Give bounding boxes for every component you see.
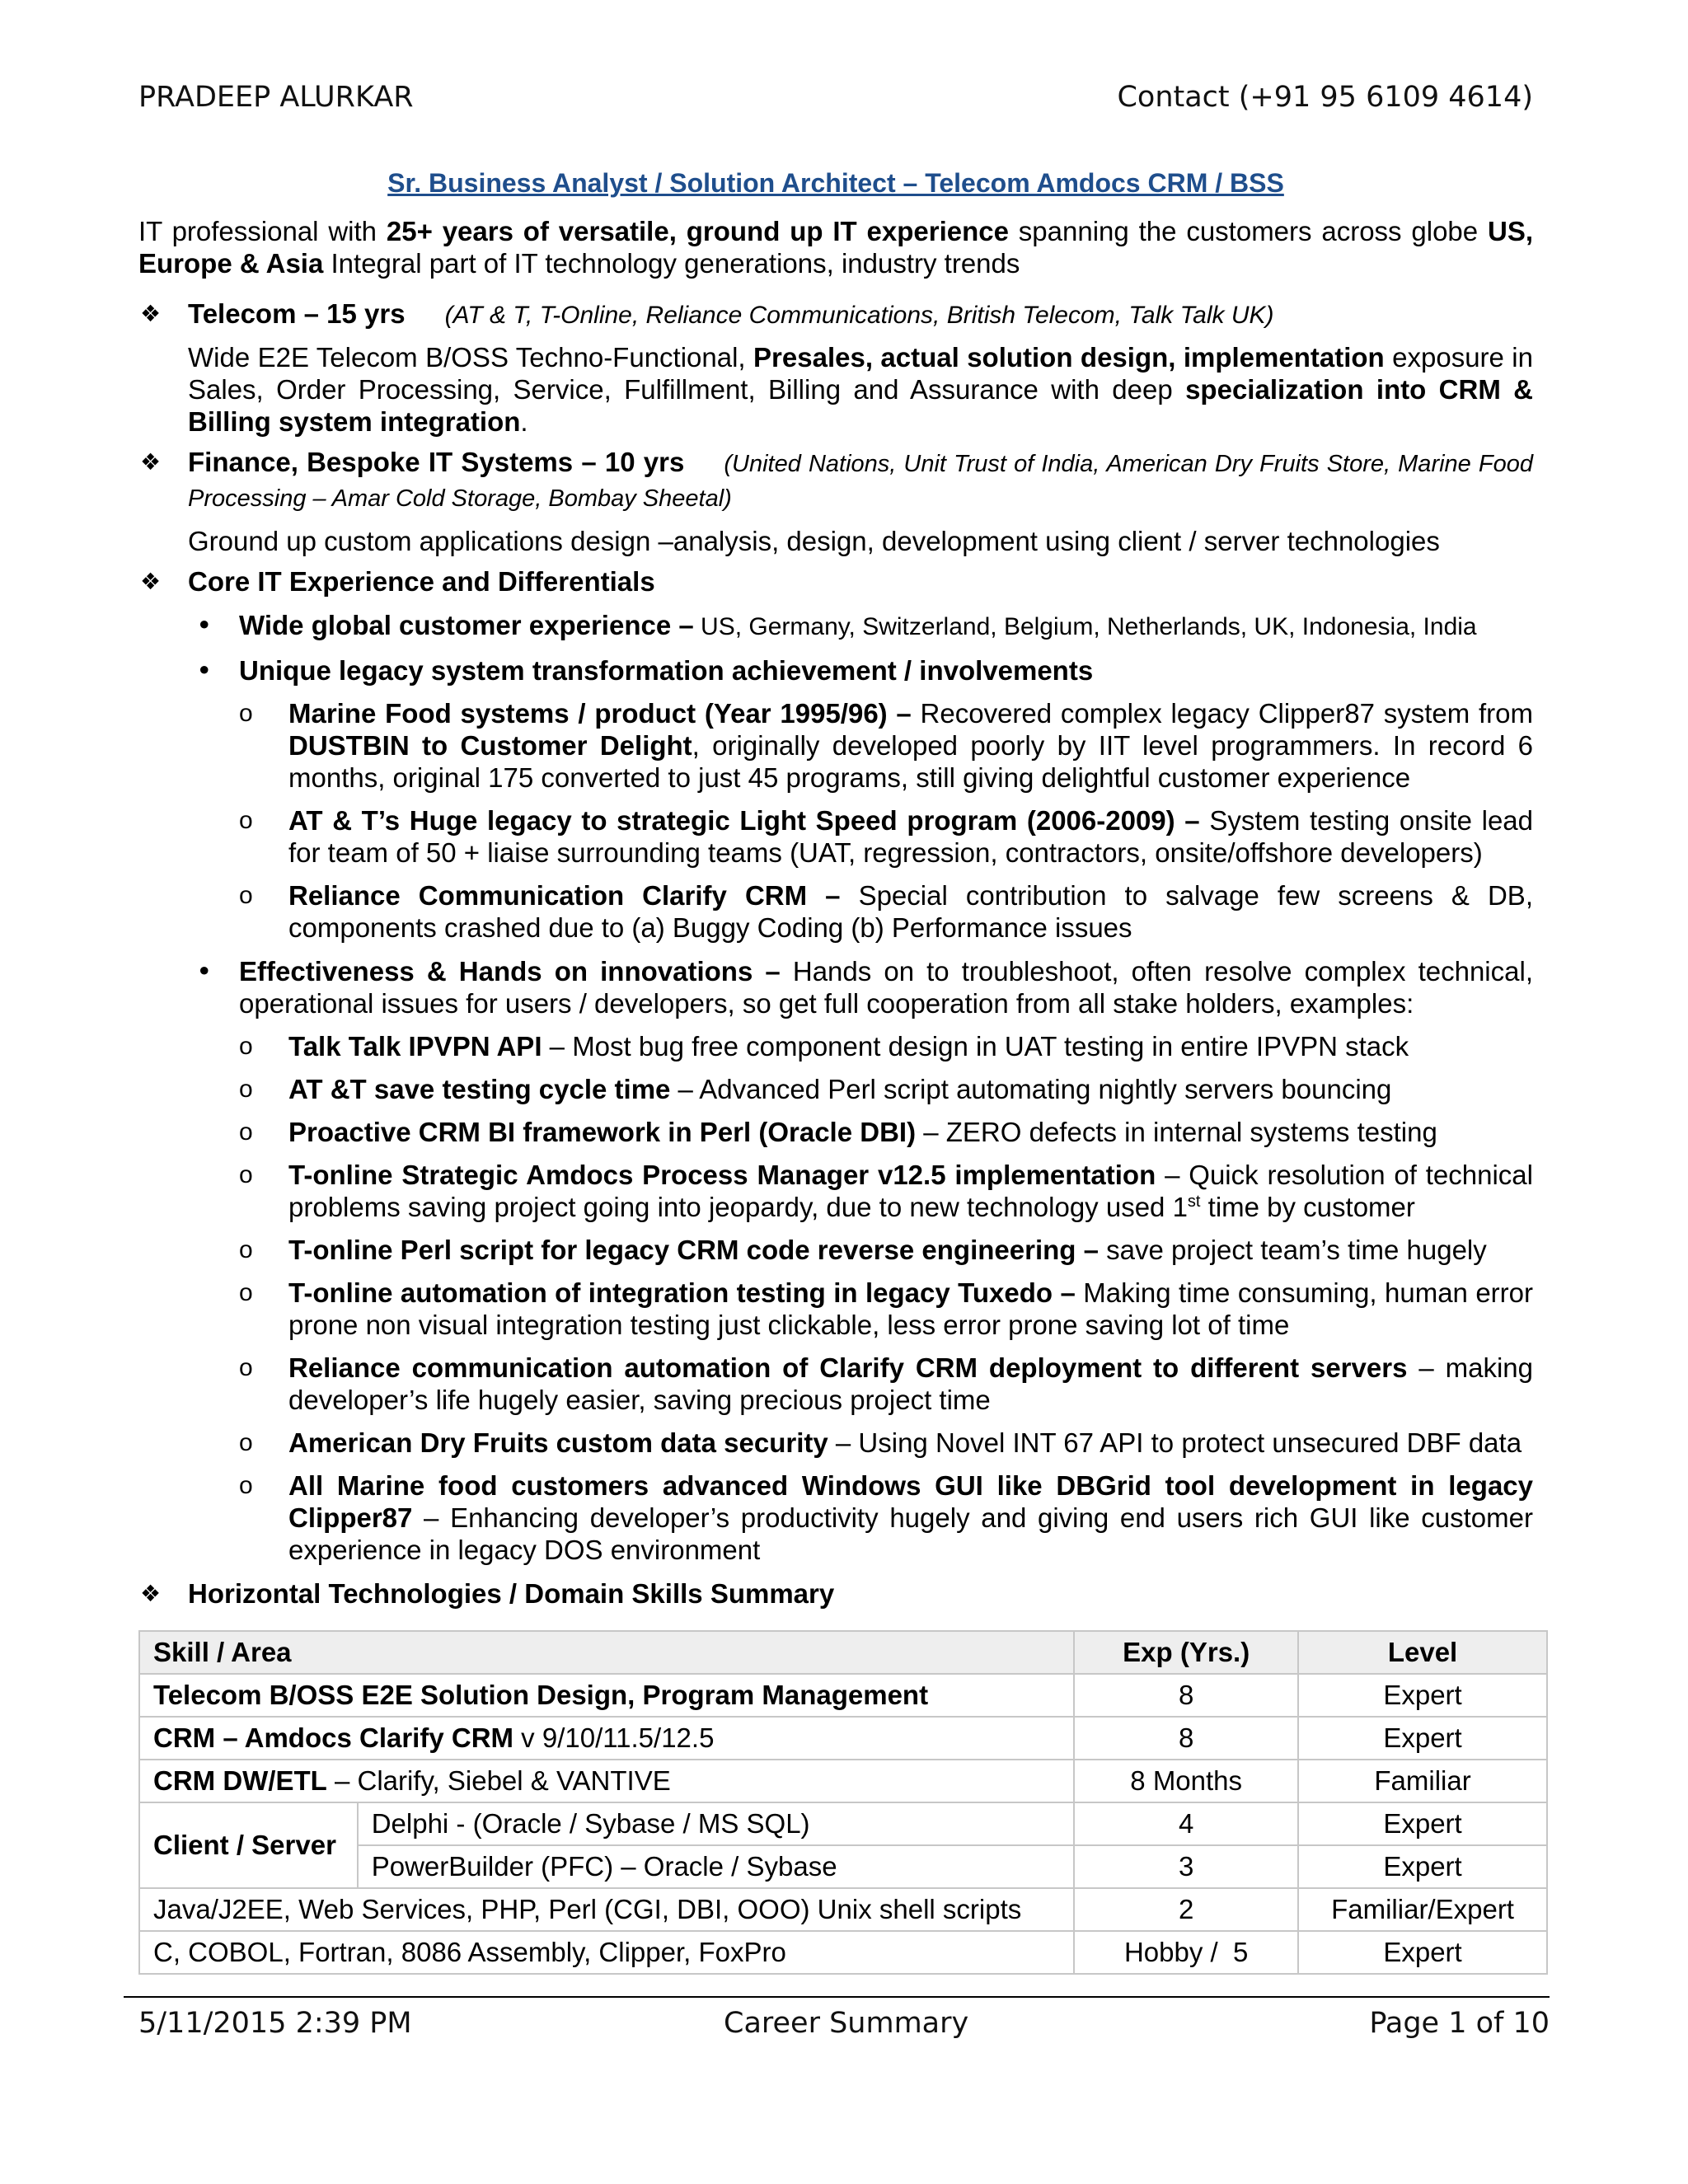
item-text: save project team’s time hugely (1098, 1235, 1487, 1265)
item-title: Reliance Communication Clarify CRM – (288, 880, 841, 911)
circle-bullet-icon: o (239, 1354, 253, 1381)
level-cell: Expert (1298, 1802, 1547, 1845)
item-title: T-online Perl script for legacy CRM code reverse engineering – (288, 1235, 1099, 1265)
diamond-bullet-icon: ❖ (140, 448, 162, 476)
table-row (139, 1674, 1547, 1717)
finance-description: Ground up custom applications design –analysis, design, development using client / server technologies (188, 526, 1440, 556)
circle-bullet-icon: o (239, 1033, 253, 1060)
intro-text: spanning the customers across globe (1008, 216, 1488, 246)
header-name: PRADEEP ALURKAR (138, 81, 414, 114)
superscript: st (1187, 1193, 1201, 1211)
item-text: , originally developed poorly by IIT level programmers. In record 6 months, original 175 converted to just 45 programs, still giving delightful customer experience (288, 730, 1533, 793)
skill-cell: PowerBuilder (PFC) – Oracle / Sybase (358, 1845, 1075, 1888)
item-title: T-online Strategic Amdocs Process Manager v12.5 implementation (288, 1160, 1156, 1190)
skill-cell (139, 1760, 1074, 1802)
bullet-icon: • (196, 654, 213, 687)
exp-cell: 8 (1074, 1717, 1298, 1760)
skill-cell: Delphi - (Oracle / Sybase / MS SQL) (358, 1802, 1075, 1845)
list-item (138, 1116, 1533, 1148)
list-item (138, 1030, 1533, 1062)
global-experience-label: Wide global customer experience – (239, 610, 694, 640)
list-item (138, 804, 1533, 869)
circle-bullet-icon: o (239, 1429, 253, 1456)
item-title: Marine Food systems / product (Year 1995/96) – (288, 698, 912, 729)
item-emphasis: DUSTBIN to Customer Delight (288, 730, 692, 761)
item-text: – Most bug free component design in UAT testing in entire IPVPN stack (542, 1031, 1409, 1062)
level-cell: Expert (1298, 1931, 1547, 1974)
skill-cell: C, COBOL, Fortran, 8086 Assembly, Clipper, FoxPro (139, 1931, 1074, 1974)
effectiveness-text: Hands on to troubleshoot, often resolve complex technical, operational issues for users / developers, so get full cooperation from all stake holders, examples: (239, 956, 1533, 1019)
list-item (138, 1277, 1533, 1341)
item-text: – making developer’s life hugely easier, saving precious project time (288, 1352, 1533, 1415)
list-item (138, 697, 1533, 794)
skill-cell: Telecom B/OSS E2E Solution Design, Program Management (139, 1674, 1074, 1717)
item-text: time by customer (1200, 1192, 1415, 1222)
skill-name: CRM DW/ETL (153, 1765, 327, 1796)
item-title: T-online automation of integration testing in legacy Tuxedo – (288, 1277, 1076, 1308)
table-row (139, 1931, 1547, 1974)
item-text: – Advanced Perl script automating nightly servers bouncing (670, 1074, 1392, 1104)
table-row (139, 1760, 1547, 1802)
telecom-text: . (520, 406, 528, 437)
intro-emphasis: 25+ years of versatile, ground up IT experience (386, 216, 1009, 246)
skills-section (138, 1577, 1533, 1610)
telecom-description (138, 341, 1533, 438)
finance-heading: Finance, Bespoke IT Systems – 10 yrs (188, 447, 685, 477)
item-title: Talk Talk IPVPN API (288, 1031, 542, 1062)
skill-detail: v 9/10/11.5/12.5 (513, 1722, 715, 1753)
finance-section (138, 446, 1533, 515)
client-server-label: Client / Server (139, 1802, 358, 1888)
circle-bullet-icon: o (239, 1118, 253, 1146)
item-text: System testing onsite lead for team of 50 + liaise surrounding teams (UAT, regression, contractors, onsite/offshore developers) (288, 805, 1533, 868)
level-cell: Expert (1298, 1845, 1547, 1888)
skill-detail: – Clarify, Siebel & VANTIVE (326, 1765, 671, 1796)
circle-bullet-icon: o (239, 807, 253, 834)
intro-text: IT professional with (138, 216, 387, 246)
footer-divider (124, 1996, 1550, 1998)
telecom-emphasis: Presales, actual solution design, implementation (753, 342, 1385, 373)
exp-cell: 4 (1074, 1802, 1298, 1845)
item-text: – Enhancing developer’s productivity hugely and giving end users rich GUI like customer experience in legacy DOS environment (288, 1502, 1533, 1565)
list-item (138, 1159, 1533, 1223)
intro-text: Integral part of IT technology generations, industry trends (323, 248, 1020, 279)
item-text: Special contribution to salvage few screens & DB, components crashed due to (a) Buggy Coding (b) Performance issues (288, 880, 1533, 943)
list-item (138, 879, 1533, 944)
resume-body (138, 167, 1533, 1610)
item-text: – Quick resolution of technical problems saving project going into jeopardy, due to new technology used 1 (288, 1160, 1533, 1222)
circle-bullet-icon: o (239, 1236, 253, 1263)
telecom-heading: Telecom – 15 yrs (188, 298, 406, 329)
intro-paragraph (138, 215, 1533, 279)
circle-bullet-icon: o (239, 1279, 253, 1306)
effectiveness-item (138, 955, 1533, 1019)
list-item (138, 1469, 1533, 1566)
exp-cell: 8 Months (1074, 1760, 1298, 1802)
level-cell: Familiar/Expert (1298, 1888, 1547, 1931)
page-title: Sr. Business Analyst / Solution Architect – Telecom Amdocs CRM / BSS (387, 168, 1284, 198)
bullet-icon: • (196, 609, 213, 641)
header-contact: Contact (+91 95 6109 4614) (1117, 81, 1533, 114)
telecom-section (138, 298, 1533, 331)
item-text: Recovered complex legacy Clipper87 system from (911, 698, 1533, 729)
telecom-emphasis: specialization into CRM & Billing system integration (188, 374, 1534, 437)
table-header-row (139, 1631, 1547, 1674)
telecom-text: exposure in Sales, Order Processing, Service, Fulfillment, Billing and Assurance with deep (188, 342, 1533, 405)
global-experience-item (138, 609, 1533, 643)
circle-bullet-icon: o (239, 1472, 253, 1499)
footer-date: 5/11/2015 2:39 PM (138, 2007, 412, 2040)
diamond-bullet-icon: ❖ (140, 300, 162, 327)
item-title: AT &T save testing cycle time (288, 1074, 671, 1104)
level-cell: Expert (1298, 1717, 1547, 1760)
level-cell: Familiar (1298, 1760, 1547, 1802)
item-title: All Marine food customers advanced Windows GUI like DBGrid tool development in legacy Clipper87 (288, 1470, 1533, 1533)
level-cell: Expert (1298, 1674, 1547, 1717)
skills-heading: Horizontal Technologies / Domain Skills Summary (188, 1578, 835, 1609)
footer-title: Career Summary (724, 2007, 969, 2040)
table-row (139, 1717, 1547, 1760)
list-item (138, 1352, 1533, 1416)
legacy-heading-item (138, 654, 1533, 687)
column-header-exp: Exp (Yrs.) (1074, 1631, 1298, 1674)
exp-cell: Hobby / 5 (1074, 1931, 1298, 1974)
skill-cell: Java/J2EE, Web Services, PHP, Perl (CGI, DBI, OOO) Unix shell scripts (139, 1888, 1074, 1931)
circle-bullet-icon: o (239, 700, 253, 727)
legacy-heading: Unique legacy system transformation achievement / involvements (239, 655, 1094, 686)
item-text: Making time consuming, human error prone non visual integration testing just clickable, less error prone saving lot of time (288, 1277, 1533, 1340)
list-item (138, 1427, 1533, 1459)
exp-cell: 3 (1074, 1845, 1298, 1888)
global-experience-countries: US, Germany, Switzerland, Belgium, Netherlands, UK, Indonesia, India (693, 613, 1477, 640)
skill-name: CRM – Amdocs Clarify CRM (153, 1722, 514, 1753)
core-heading: Core IT Experience and Differentials (188, 566, 655, 597)
telecom-text: Wide E2E Telecom B/OSS Techno-Functional, (188, 342, 754, 373)
column-header-level: Level (1298, 1631, 1547, 1674)
skill-cell (139, 1717, 1074, 1760)
circle-bullet-icon: o (239, 1161, 253, 1188)
intro-emphasis: US, Europe & Asia (138, 216, 1533, 279)
footer-page-number: Page 1 of 10 (1369, 2007, 1550, 2040)
circle-bullet-icon: o (239, 1076, 253, 1103)
finance-clients: (United Nations, Unit Trust of India, American Dry Fruits Store, Marine Food Processing – Amar Cold Storage, Bombay Sheetal) (188, 451, 1533, 512)
circle-bullet-icon: o (239, 882, 253, 909)
bullet-icon: • (196, 955, 213, 987)
diamond-bullet-icon: ❖ (140, 1580, 162, 1607)
effectiveness-label: Effectiveness & Hands on innovations – (239, 956, 781, 987)
item-text: – ZERO defects in internal systems testing (916, 1117, 1437, 1147)
skills-table (138, 1630, 1548, 1975)
table-row (139, 1888, 1547, 1931)
item-title: Proactive CRM BI framework in Perl (Oracle DBI) (288, 1117, 917, 1147)
list-item (138, 1073, 1533, 1105)
item-text: – Using Novel INT 67 API to protect unsecured DBF data (828, 1427, 1522, 1458)
telecom-clients: (AT & T, T-Online, Reliance Communications, British Telecom, Talk Talk UK) (444, 302, 1274, 329)
exp-cell: 2 (1074, 1888, 1298, 1931)
list-item (138, 1234, 1533, 1266)
item-title: American Dry Fruits custom data security (288, 1427, 828, 1458)
column-header-skill: Skill / Area (139, 1631, 1074, 1674)
item-title: Reliance communication automation of Clarify CRM deployment to different servers (288, 1352, 1408, 1383)
diamond-bullet-icon: ❖ (140, 568, 162, 595)
table-row (139, 1802, 1547, 1845)
exp-cell: 8 (1074, 1674, 1298, 1717)
item-title: AT & T’s Huge legacy to strategic Light Speed program (2006-2009) – (288, 805, 1200, 836)
core-section (138, 565, 1533, 598)
